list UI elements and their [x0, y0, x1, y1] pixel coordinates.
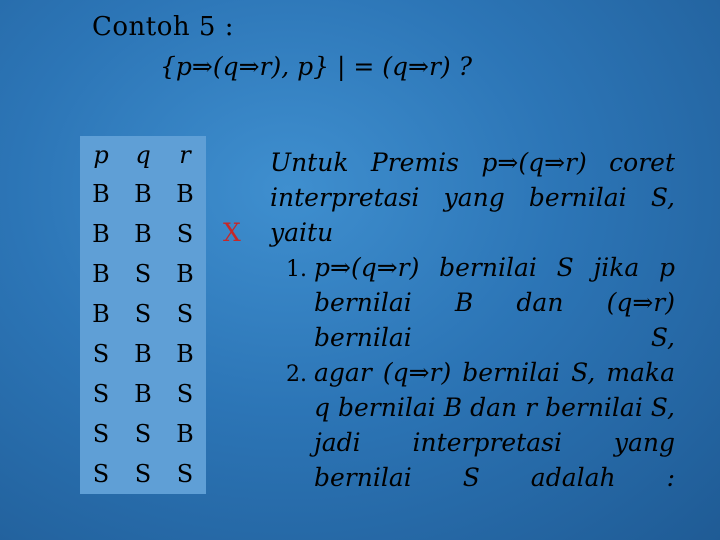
- table-row: [80, 254, 206, 294]
- table-cell: S: [176, 300, 194, 328]
- table-cell: B: [134, 180, 152, 208]
- table-row: [80, 174, 206, 214]
- table-row: [80, 454, 206, 494]
- table-cell: S: [92, 380, 110, 408]
- table-cell: B: [134, 220, 152, 248]
- explanation-text: [270, 145, 675, 495]
- table-cell: B: [176, 180, 194, 208]
- slide-subtitle: {p⇒(q⇒r), p} | = (q⇒r) ?: [160, 52, 473, 81]
- list-item: 2. agar (q⇒r) bernilai S, maka q bernilai B dan r bernilai S, jadi interpretasi yang bernilai S adalah :: [314, 355, 675, 495]
- column-header-q: q: [135, 141, 151, 169]
- table-cell: S: [176, 460, 194, 488]
- table-cell: B: [176, 260, 194, 288]
- table-cell: S: [92, 460, 110, 488]
- explanation-steps: [270, 250, 675, 495]
- table-cell: B: [92, 260, 110, 288]
- table-cell: S: [92, 420, 110, 448]
- table-cell: B: [134, 380, 152, 408]
- table-row: [80, 214, 206, 254]
- column-header-p: p: [93, 141, 109, 169]
- truth-table: [80, 136, 206, 494]
- table-cell: S: [176, 220, 194, 248]
- table-cell: B: [134, 340, 152, 368]
- table-row: [80, 374, 206, 414]
- table-cell: B: [92, 300, 110, 328]
- table-cell: S: [134, 260, 152, 288]
- table-row: [80, 294, 206, 334]
- table-cell: S: [134, 300, 152, 328]
- table-cell: S: [176, 380, 194, 408]
- truth-table-header-row: [80, 136, 206, 174]
- column-header-r: r: [179, 141, 191, 169]
- table-cell: S: [134, 420, 152, 448]
- table-row: [80, 414, 206, 454]
- table-cell: B: [176, 340, 194, 368]
- slide-title: Contoh 5 :: [92, 12, 234, 42]
- table-cell: S: [92, 340, 110, 368]
- explanation-intro: Untuk Premis p⇒(q⇒r) coret interpretasi yang bernilai S, yaitu: [270, 148, 675, 247]
- table-cell: B: [176, 420, 194, 448]
- crossed-row-marker: X: [223, 218, 241, 247]
- list-item: 1. p⇒(q⇒r) bernilai S jika p bernilai B dan (q⇒r) bernilai S,: [314, 250, 675, 355]
- table-cell: B: [92, 180, 110, 208]
- table-cell: B: [92, 220, 110, 248]
- table-cell: S: [134, 460, 152, 488]
- table-row: [80, 334, 206, 374]
